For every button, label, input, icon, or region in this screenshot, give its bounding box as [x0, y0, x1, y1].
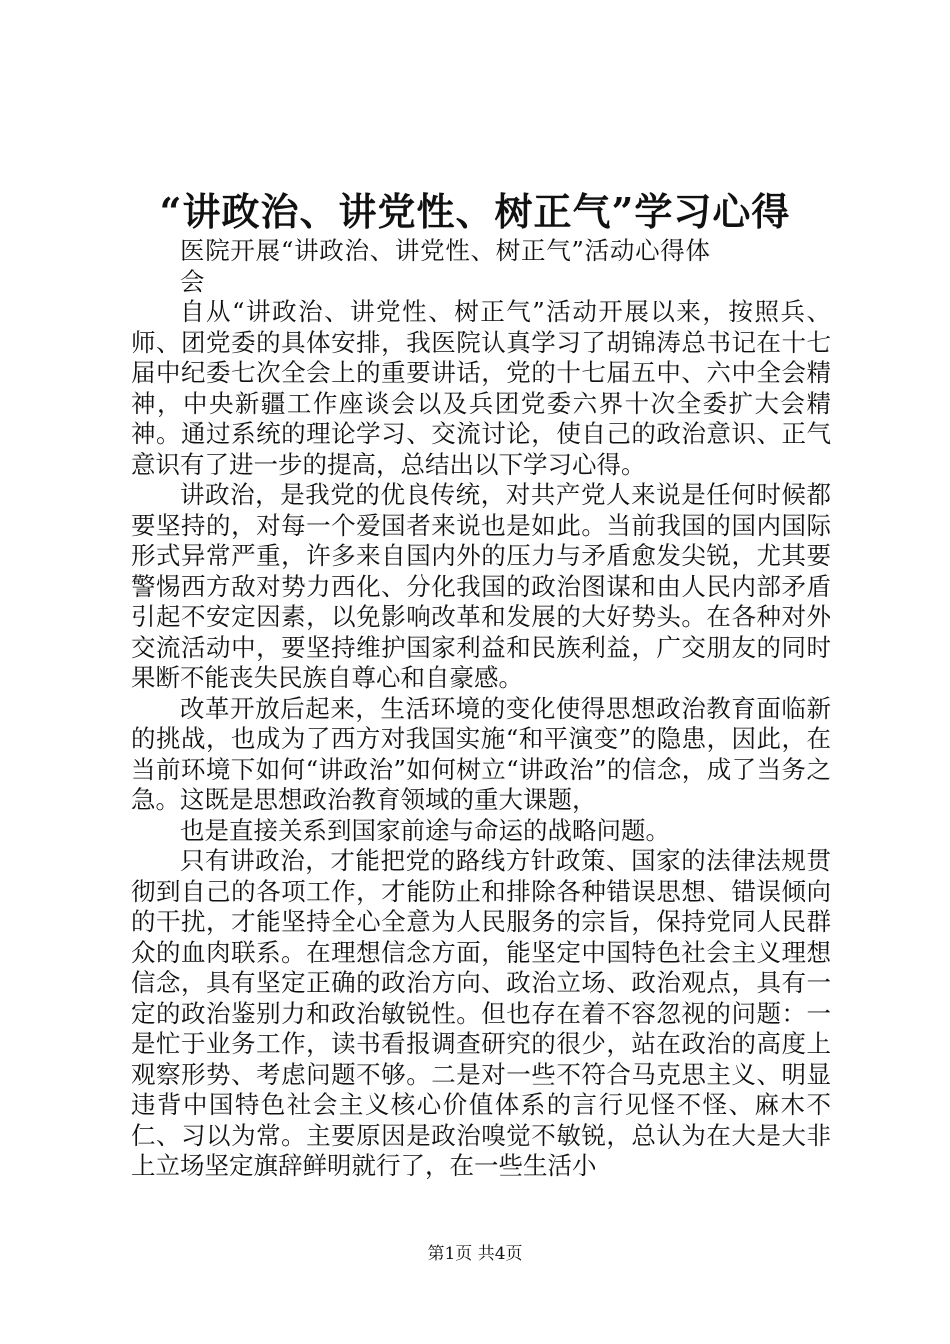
- body-paragraph: 讲政治，是我党的优良传统，对共产党人来说是任何时候都要坚持的，对每一个爱国者来说也是如此。当前我国的国内国际形式异常严重，许多来自国内外的压力与矛盾愈发尖锐，尤其要警惕西方敌对势力西化、分化我国的政治图谋和由人民内部矛盾引起不安定因素，以免影响改革和发展的大好势头。在各种对外交流活动中，要坚持维护国家利益和民族利益，广交朋友的同时果断不能丧失民族自尊心和自豪感。: [131, 480, 831, 692]
- page-number-footer: 第1页 共4页: [427, 1244, 523, 1264]
- body-paragraph: 只有讲政治，才能把党的路线方针政策、国家的法律法规贯彻到自己的各项工作，才能防止和排除各种错误思想、错误倾向的干扰，才能坚持全心全意为人民服务的宗旨，保持党同人民群众的血肉联系。在理想信念方面，能坚定中国特色社会主义理想信念，具有坚定正确的政治方向、政治立场、政治观点，具有一定的政治鉴别力和政治敏锐性。但也存在着不容忽视的问题：一是忙于业务工作，读书看报调查研究的很少，站在政治的高度上观察形势、考虑问题不够。二是对一些不符合马克思主义、明显违背中国特色社会主义核心价值体系的言行见怪不怪、麻木不仁、习以为常。主要原因是政治嗅觉不敏锐，总认为在大是大非上立场坚定旗辞鲜明就行了，在一些生活小: [131, 846, 831, 1180]
- document-body: [131, 236, 831, 1182]
- body-paragraph: 改革开放后起来，生活环境的变化使得思想政治教育面临新的挑战，也成为了西方对我国实施“和平演变”的隐患，因此，在当前环境下如何“讲政治”如何树立“讲政治”的信念，成了当务之急。这既是思想政治教育领域的重大课题，: [131, 693, 831, 814]
- document-title: “讲政治、讲党性、树正气”学习心得: [159, 189, 791, 234]
- document-subtitle: 医院开展“讲政治、讲党性、树正气”活动心得体会: [180, 236, 710, 296]
- body-paragraph: 也是直接关系到国家前途与命运的战略问题。: [180, 815, 670, 845]
- body-paragraph: 自从“讲政治、讲党性、树正气”活动开展以来，按照兵、师、团党委的具体安排，我医院认真学习了胡锦涛总书记在十七届中纪委七次全会上的重要讲话，党的十七届五中、六中全会精神，中央新疆工作座谈会以及兵团党委六界十次全委扩大会精神。通过系统的理论学习、交流讨论，使自己的政治意识、正气意识有了进一步的提高，总结出以下学习心得。: [131, 297, 831, 479]
